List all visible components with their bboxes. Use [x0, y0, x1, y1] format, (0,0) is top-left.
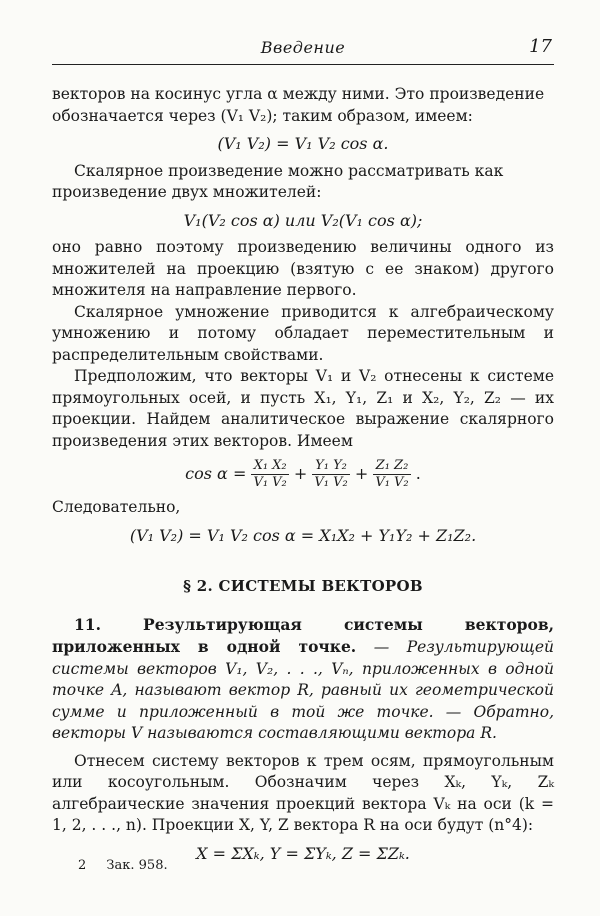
section-title: § 2. СИСТЕМЫ ВЕКТОРОВ: [183, 577, 423, 595]
fraction-y-num: Y₁ Y₂: [312, 458, 349, 475]
fraction-x-num: X₁ X₂: [251, 458, 288, 475]
fraction-y: [312, 458, 349, 491]
header-title: Введение: [260, 38, 346, 57]
formula-dot-product: (V₁ V₂) = V₁ V₂ cos α.: [217, 134, 389, 153]
signature-mark: [78, 858, 168, 873]
paragraph-7-text: — Результирующей системы векторов V₁, V₂, . . ., Vₙ, приложенных в одной точке A, называют вектор R, равный их геометрической сумме и приложенный в той же точке. — Обратно, векторы V называются составляющими вектора R.: [52, 638, 554, 742]
running-header: [52, 36, 554, 65]
page-body: [52, 84, 554, 870]
paragraph-7-heading: 11. Результирующая системы векторов, приложенных в одной точке.: [52, 614, 554, 656]
fraction-z: [373, 458, 410, 491]
formula-cosine-lhs: cos α =: [185, 464, 247, 483]
paragraph-6: Следовательно,: [52, 498, 181, 516]
plus-sign: +: [293, 464, 308, 483]
page-number: 17: [529, 36, 552, 57]
plus-sign: +: [354, 464, 369, 483]
formula-dot-product-expanded: (V₁ V₂) = V₁ V₂ cos α = X₁X₂ + Y₁Y₂ + Z₁Z₂.: [129, 525, 477, 545]
fraction-z-num: Z₁ Z₂: [373, 458, 410, 475]
paragraph-7: [52, 614, 554, 745]
paragraph-2a: Скалярное произведение можно рассматривать как: [74, 161, 504, 180]
formula-two-factors: V₁(V₂ cos α) или V₂(V₁ cos α);: [183, 210, 423, 230]
fraction-y-den: V₁ V₂: [314, 475, 348, 490]
fraction-z-den: V₁ V₂: [375, 475, 409, 490]
paragraph-1a: векторов на косинус угла α между ними. Это произведение: [52, 85, 545, 103]
formula-projections: X = ΣXₖ, Y = ΣYₖ, Z = ΣZₖ.: [196, 843, 410, 863]
signature-text: Зак. 958.: [106, 858, 168, 873]
paragraph-3: оно равно поэтому произведению величины одного из множителей на проекцию (взятую с ее знаком) другого множителя на направление первого.: [52, 238, 554, 299]
paragraph-4: Скалярное умножение приводится к алгебраическому умножению и потому обладает переместительным и распределительным свойствами.: [52, 302, 554, 364]
fraction-x: [251, 458, 288, 491]
paragraph-5: Предположим, что векторы V₁ и V₂ отнесены к системе прямоугольных осей, и пусть X₁, Y₁, Z₁ и X₂, Y₂, Z₂ — их проекции. Найдем аналитическое выражение скалярного произведения этих векторов. Имеем: [52, 367, 554, 450]
formula-period: .: [415, 464, 421, 483]
paragraph-1b: обозначается через (V₁ V₂); таким образом, имеем:: [52, 106, 473, 125]
formula-cosine: [52, 458, 554, 491]
paragraph-8: Отнесем систему векторов к трем осям, прямоугольным или косоугольным. Обозначим через Xₖ, Yₖ, Zₖ алгебраические значения проекций вектора Vₖ на оси (k = 1, 2, . . ., n). Проекции X, Y, Z вектора R на оси будут (n°4):: [52, 751, 554, 834]
fraction-x-den: V₁ V₂: [253, 475, 287, 490]
signature-number: 2: [78, 858, 87, 873]
paragraph-2b: произведение двух множителей:: [52, 183, 322, 201]
